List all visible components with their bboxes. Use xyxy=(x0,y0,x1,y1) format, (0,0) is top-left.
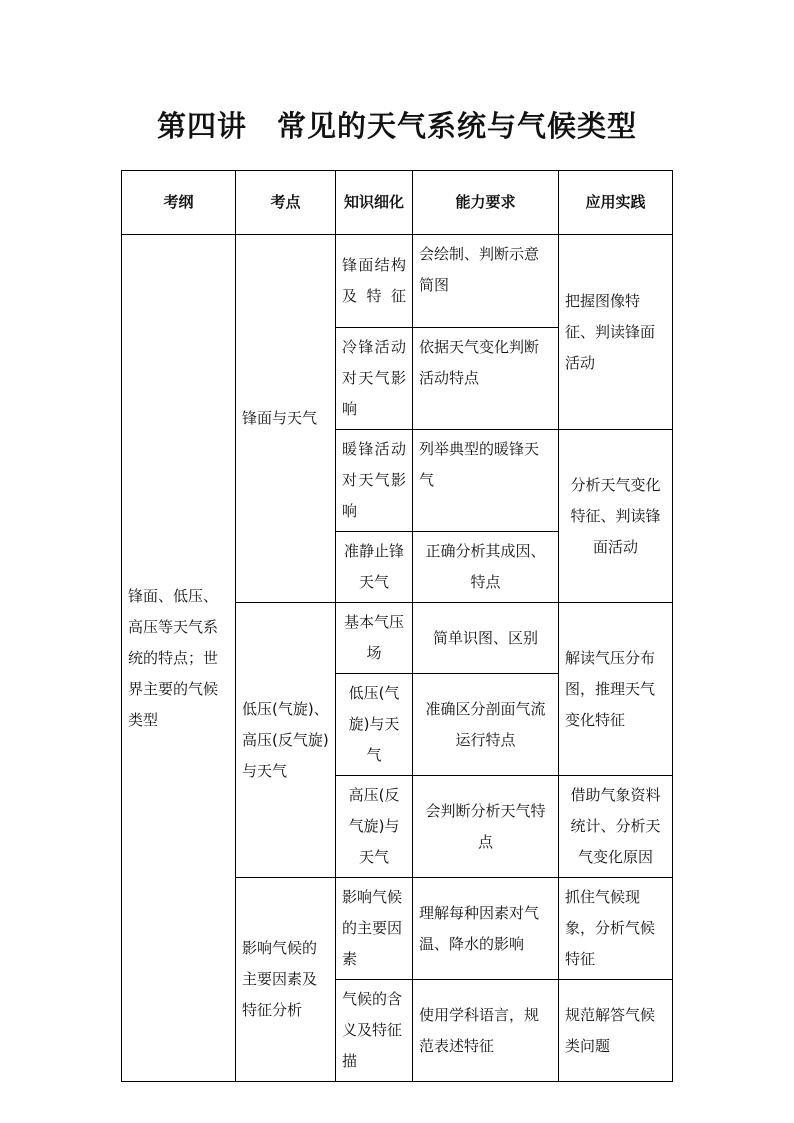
detail-cell: 锋面结构及特征 xyxy=(336,235,413,328)
topic-cell: 锋面与天气 xyxy=(236,235,336,603)
detail-cell: 高压(反气旋)与天气 xyxy=(336,776,413,878)
detail-cell: 影响气候的主要因素 xyxy=(336,878,413,980)
ability-cell: 依据天气变化判断活动特点 xyxy=(413,328,559,430)
syllabus-table xyxy=(121,170,673,1082)
detail-cell: 暖锋活动对天气影响 xyxy=(336,430,413,532)
ability-cell: 正确分析其成因、特点 xyxy=(413,532,559,603)
table-row xyxy=(122,235,673,328)
ability-cell: 准确区分剖面气流运行特点 xyxy=(413,674,559,776)
header-cell: 知识细化 xyxy=(336,171,413,235)
ability-cell: 简单识图、区别 xyxy=(413,603,559,674)
practice-cell: 解读气压分布图，推理天气变化特征 xyxy=(559,603,673,776)
detail-cell: 准静止锋天气 xyxy=(336,532,413,603)
detail-cell: 气候的含义及特征描 xyxy=(336,980,413,1082)
ability-cell: 列举典型的暖锋天气 xyxy=(413,430,559,532)
header-row xyxy=(122,171,673,235)
topic-cell: 影响气候的主要因素及特征分析 xyxy=(236,878,336,1082)
detail-cell: 低压(气旋)与天气 xyxy=(336,674,413,776)
ability-cell: 理解每种因素对气温、降水的影响 xyxy=(413,878,559,980)
syllabus-cell: 锋面、低压、高压等天气系统的特点；世界主要的气候类型 xyxy=(122,235,236,1082)
header-cell: 考纲 xyxy=(122,171,236,235)
ability-cell: 使用学科语言，规范表述特征 xyxy=(413,980,559,1082)
ability-cell: 会判断分析天气特点 xyxy=(413,776,559,878)
ability-cell: 会绘制、判断示意简图 xyxy=(413,235,559,328)
practice-cell: 把握图像特征、判读锋面活动 xyxy=(559,235,673,430)
detail-cell: 冷锋活动对天气影响 xyxy=(336,328,413,430)
topic-cell: 低压(气旋)、高压(反气旋)与天气 xyxy=(236,603,336,878)
practice-cell: 分析天气变化特征、判读锋面活动 xyxy=(559,430,673,603)
header-cell: 应用实践 xyxy=(559,171,673,235)
detail-cell: 基本气压场 xyxy=(336,603,413,674)
document-title: 第四讲 常见的天气系统与气候类型 xyxy=(156,109,637,143)
header-cell: 能力要求 xyxy=(413,171,559,235)
practice-cell: 抓住气候现象，分析气候特征 xyxy=(559,878,673,980)
practice-cell: 借助气象资料统计、分析天气变化原因 xyxy=(559,776,673,878)
header-cell: 考点 xyxy=(236,171,336,235)
practice-cell: 规范解答气候类问题 xyxy=(559,980,673,1082)
